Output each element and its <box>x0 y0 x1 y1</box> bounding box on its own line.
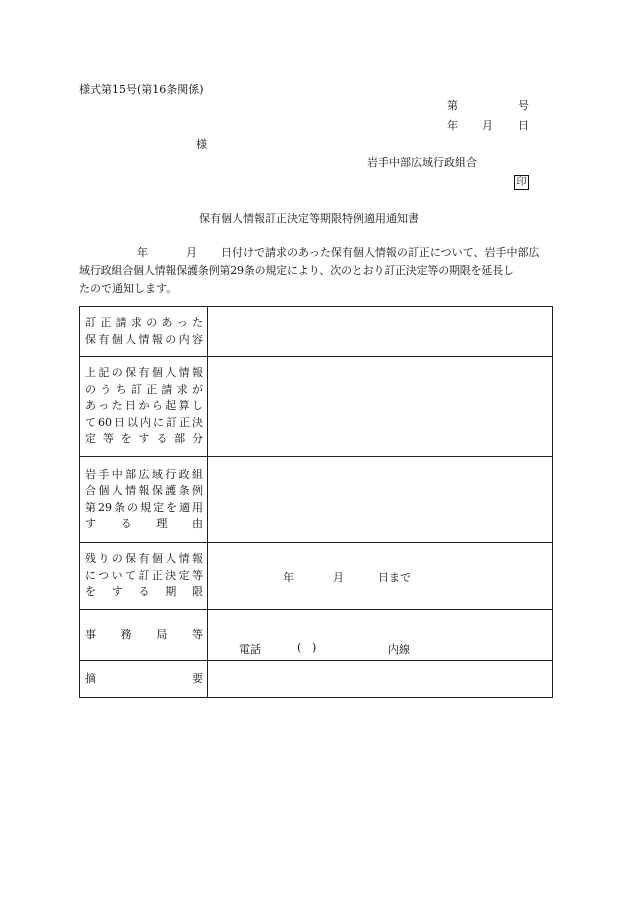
label-deadline: 残りの保有個人情報 について訂正決定等 をする期限 <box>80 543 208 610</box>
date-month: 月 <box>482 119 493 132</box>
body-text-line1: 日付けで請求のあった保有個人情報の訂正について、岩手中部広 <box>221 246 540 259</box>
phone-paren-open: ( <box>297 641 302 654</box>
table-row <box>80 457 553 543</box>
notice-paragraph <box>79 244 553 298</box>
number-prefix: 第 <box>447 99 458 112</box>
notice-form-table <box>79 306 553 698</box>
table-row <box>80 610 553 661</box>
table-row <box>80 543 553 610</box>
form-number: 様式第15号(第16条関係) <box>79 83 204 96</box>
phone-label: 電話 <box>239 643 261 656</box>
date-day: 日 <box>518 119 529 132</box>
value-decision-part[interactable] <box>208 357 553 457</box>
value-remarks[interactable] <box>208 661 553 698</box>
value-deadline[interactable] <box>208 543 553 610</box>
extension-label: 内線 <box>388 643 410 656</box>
deadline-until: 日まで <box>378 571 411 584</box>
value-office[interactable] <box>208 610 553 661</box>
date-year: 年 <box>447 119 458 132</box>
value-correction-content[interactable] <box>208 307 553 357</box>
number-suffix: 号 <box>518 99 529 112</box>
document-title: 保有個人情報訂正決定等期限特例適用通知書 <box>199 212 419 225</box>
value-extension-reason[interactable] <box>208 457 553 543</box>
body-text-line3: たので通知します。 <box>79 282 178 295</box>
body-month: 月 <box>186 246 197 259</box>
addressee-honorific: 様 <box>196 138 207 151</box>
table-row <box>80 307 553 357</box>
body-year: 年 <box>137 246 148 259</box>
issuer-name: 岩手中部広域行政組合 <box>367 156 477 169</box>
label-remarks: 摘要 <box>80 661 208 698</box>
deadline-year: 年 <box>283 571 294 584</box>
table-row <box>80 357 553 457</box>
label-decision-part: 上記の保有個人情報 のうち訂正請求が あった日から起算し て60日以内に訂正決 定等をする部分 <box>80 357 208 457</box>
label-correction-content: 訂正請求のあった 保有個人情報の内容 <box>80 307 208 357</box>
phone-paren-close: ) <box>312 641 317 654</box>
label-office: 事務局等 <box>80 610 208 661</box>
seal-mark: 印 <box>514 175 529 190</box>
label-extension-reason: 岩手中部広域行政組 合個人情報保護条例 第29条の規定を適用 する理由 <box>80 457 208 543</box>
table-row <box>80 661 553 698</box>
deadline-month: 月 <box>333 571 344 584</box>
body-text-line2: 域行政組合個人情報保護条例第29条の規定により、次のとおり訂正決定等の期限を延長し <box>79 264 514 277</box>
